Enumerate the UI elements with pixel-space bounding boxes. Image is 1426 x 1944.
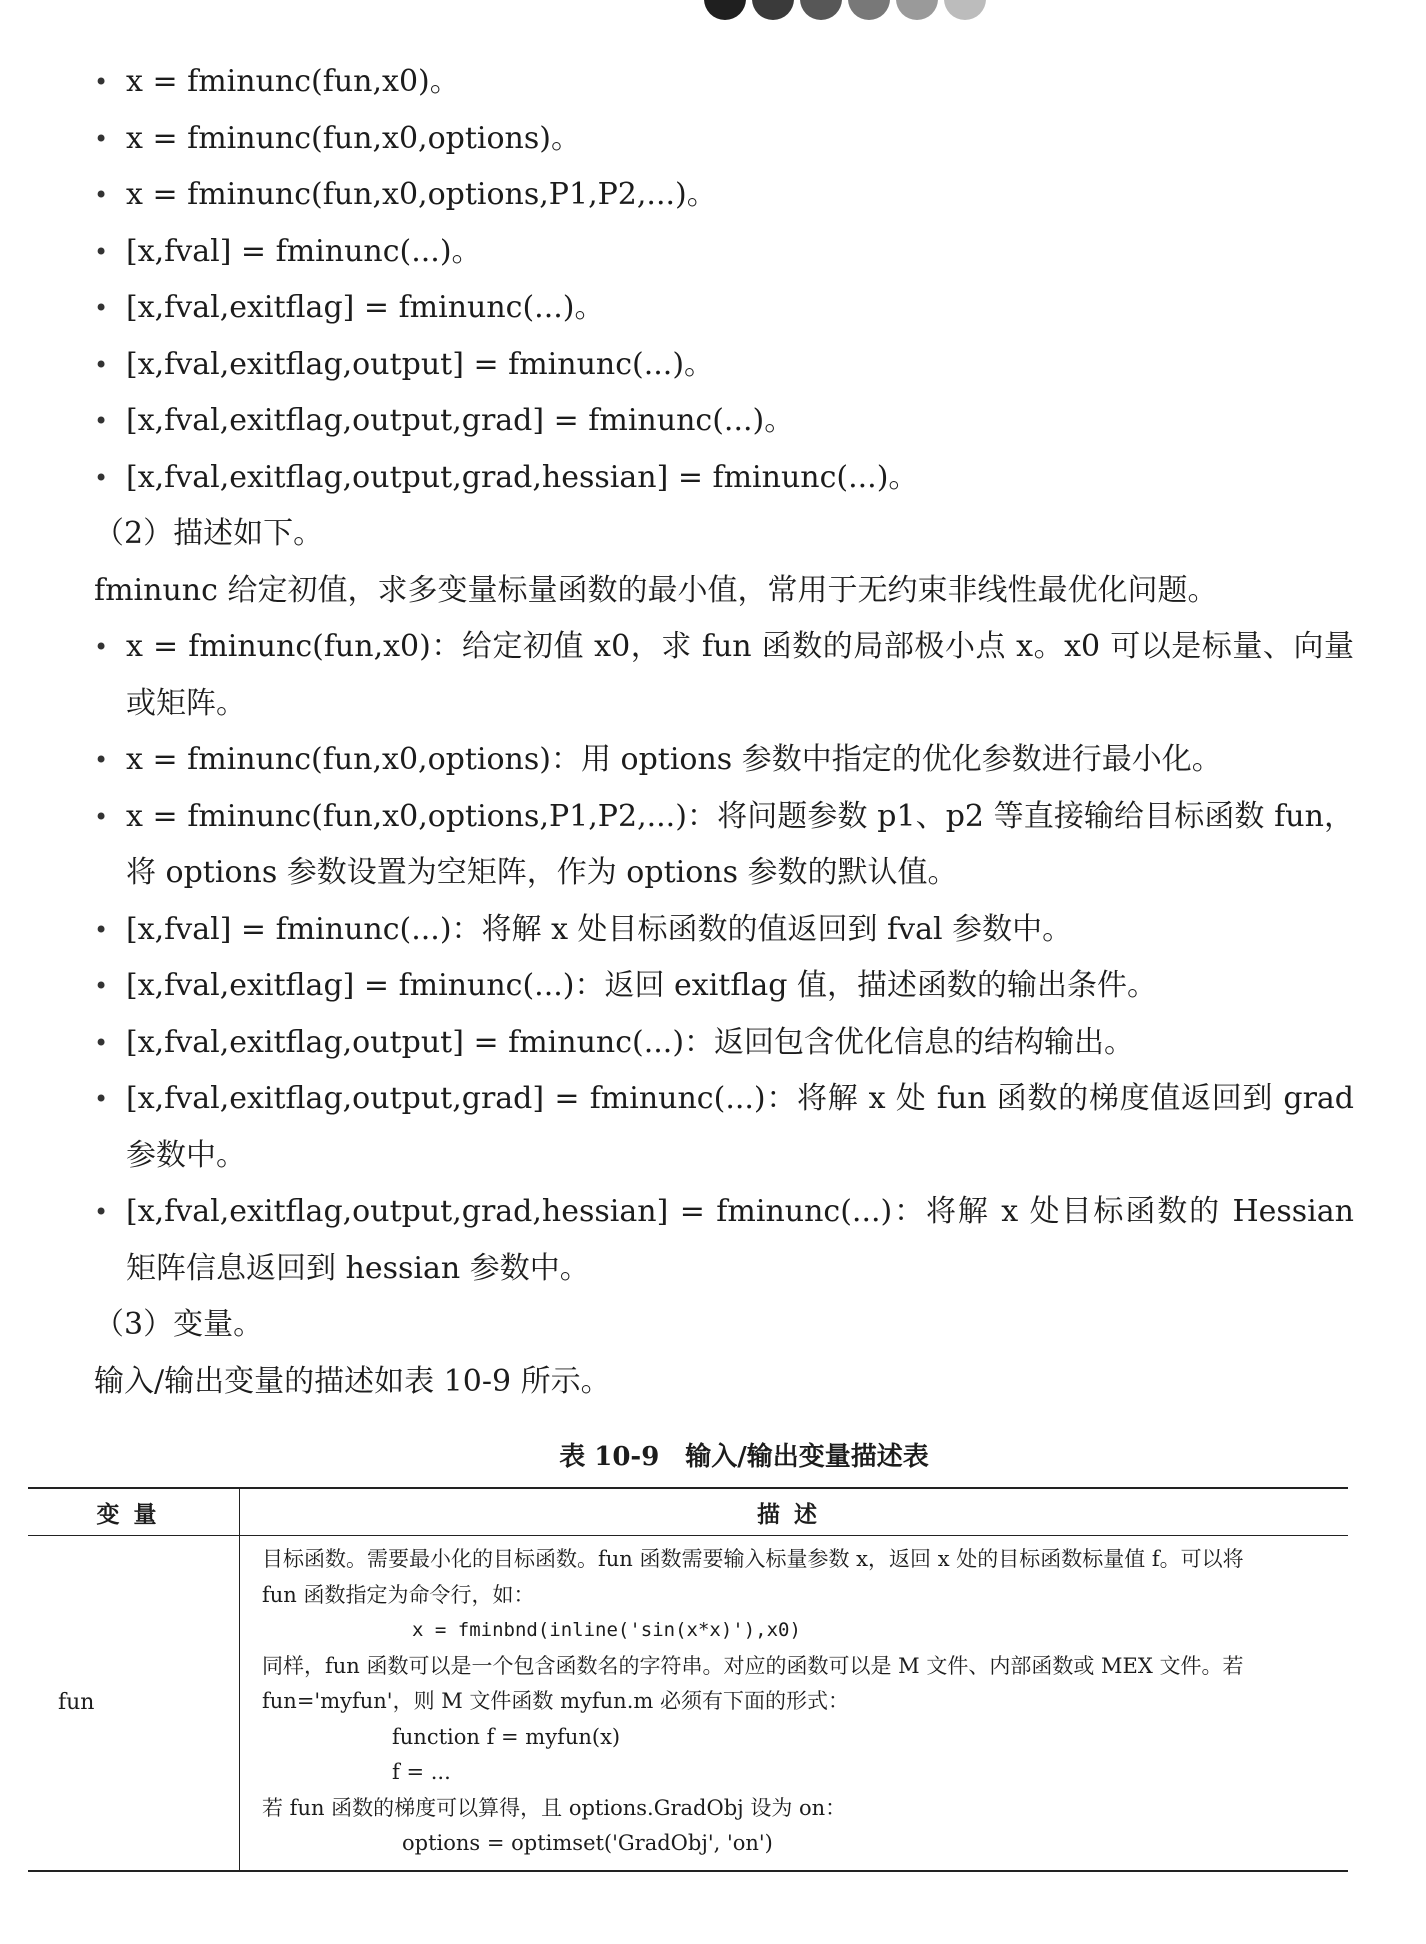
syntax-item: • [x,fval,exitflag,output] = fminunc(...)。 [94, 337, 1354, 394]
description-item: • x = fminunc(fun,x0)：给定初值 x0，求 fun 函数的局部极小点 x。x0 可以是标量、向量或矩阵。 [94, 619, 1354, 732]
intro-paragraph: fminunc 给定初值，求多变量标量函数的最小值，常用于无约束非线性最优化问题。 [94, 572, 1218, 608]
syntax-item: • x = fminunc(fun,x0,options)。 [94, 111, 1354, 168]
desc-line: 同样，fun 函数可以是一个包含函数名的字符串。对应的函数可以是 M 文件、内部函数或 MEX 文件。若 [262, 1653, 1244, 1678]
desc-line: fun 函数指定为命令行，如： [262, 1582, 535, 1607]
syntax-item: • [x,fval,exitflag] = fminunc(...)。 [94, 280, 1354, 337]
syntax-list [94, 54, 1354, 506]
syntax-item: • [x,fval] = fminunc(...)。 [94, 224, 1354, 281]
desc-line: 目标函数。需要最小化的目标函数。fun 函数需要输入标量参数 x，返回 x 处的目标函数标量值 f。可以将 [262, 1547, 1244, 1571]
description-list [94, 619, 1354, 1297]
syntax-item: • x = fminunc(fun,x0)。 [94, 54, 1354, 111]
variable-cell: fun [28, 1536, 240, 1871]
desc-line: 若 fun 函数的梯度可以算得，且 options.GradObj 设为 on： [262, 1795, 847, 1820]
column-header-variable: 变量 [28, 1488, 240, 1536]
dot-icon [848, 0, 890, 20]
code-line: options = optimset('GradObj', 'on') [402, 1831, 773, 1855]
table-caption: 表 10-9 输入/输出变量描述表 [559, 1442, 929, 1472]
syntax-item: • [x,fval,exitflag,output,grad] = fminunc(...)。 [94, 393, 1354, 450]
dot-icon [896, 0, 938, 20]
variables-table [28, 1487, 1348, 1872]
description-item: • x = fminunc(fun,x0,options,P1,P2,...)：将问题参数 p1、p2 等直接输给目标函数 fun，将 options 参数设置为空矩阵，作为 options 参数的默认值。 [94, 789, 1354, 902]
description-item: • [x,fval,exitflag,output] = fminunc(...)：返回包含优化信息的结构输出。 [94, 1015, 1354, 1072]
description-item: • [x,fval,exitflag,output,grad] = fminunc(...)：将解 x 处 fun 函数的梯度值返回到 grad 参数中。 [94, 1071, 1354, 1184]
section-heading: （3）变量。 [94, 1307, 264, 1342]
description-item: • [x,fval] = fminunc(...)：将解 x 处目标函数的值返回到 fval 参数中。 [94, 902, 1354, 959]
page-content [58, 54, 1354, 1872]
code-line: f = ... [392, 1760, 451, 1784]
decorative-dots [704, 0, 986, 20]
syntax-item: • [x,fval,exitflag,output,grad,hessian] = fminunc(...)。 [94, 450, 1354, 507]
description-cell [240, 1536, 1349, 1871]
description-item: • x = fminunc(fun,x0,options)：用 options 参数中指定的优化参数进行最小化。 [94, 732, 1354, 789]
table-intro: 输入/输出变量的描述如表 10-9 所示。 [94, 1363, 611, 1399]
syntax-item: • x = fminunc(fun,x0,options,P1,P2,...)。 [94, 167, 1354, 224]
description-item: • [x,fval,exitflag] = fminunc(...)：返回 exitflag 值，描述函数的输出条件。 [94, 958, 1354, 1015]
code-line: x = fminbnd(inline('sin(x*x)'),x0) [412, 1619, 801, 1641]
table-row [28, 1536, 1348, 1871]
desc-line: fun='myfun'，则 M 文件函数 myfun.m 必须有下面的形式： [262, 1689, 849, 1713]
dot-icon [752, 0, 794, 20]
description-item: • [x,fval,exitflag,output,grad,hessian] = fminunc(...)：将解 x 处目标函数的 Hessian 矩阵信息返回到 hessian 参数中。 [94, 1184, 1354, 1297]
section-heading: （2）描述如下。 [94, 516, 324, 551]
dot-icon [704, 0, 746, 20]
code-line: function f = myfun(x) [392, 1724, 621, 1749]
dot-icon [800, 0, 842, 20]
dot-icon [944, 0, 986, 20]
column-header-description: 描述 [240, 1488, 1349, 1536]
